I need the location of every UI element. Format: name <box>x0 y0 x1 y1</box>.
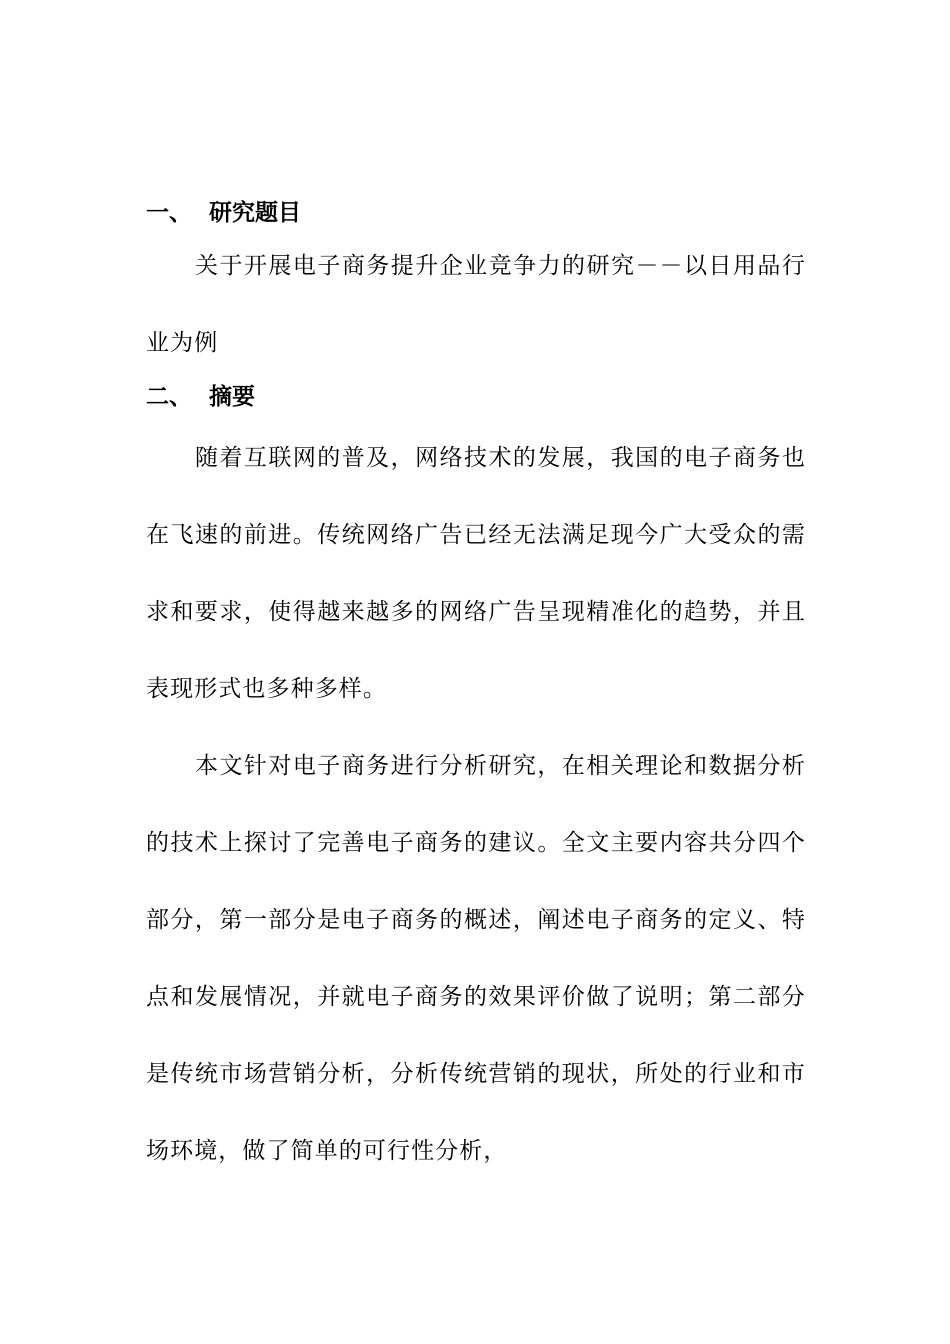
section-title: 摘要 <box>209 383 255 410</box>
section-number: 一、 <box>146 199 192 226</box>
abstract-paragraph-1: 随着互联网的普及，网络技术的发展，我国的电子商务也在飞速的前进。传统网络广告已经无法满足现今广大受众的需求和要求，使得越来越多的网络广告呈现精准化的趋势，并且表现形式也多种多样。 <box>146 445 806 702</box>
abstract-paragraph-2: 本文针对电子商务进行分析研究，在相关理论和数据分析的技术上探讨了完善电子商务的建议。全文主要内容共分四个部分，第一部分是电子商务的概述，阐述电子商务的定义、特点和发展情况，并就电子商务的效果评价做了说明；第二部分是传统市场营销分析，分析传统营销的现状，所处的行业和市场环境，做了简单的可行性分析， <box>146 753 806 1164</box>
document-body <box>146 190 806 1190</box>
section-number: 二、 <box>146 383 192 410</box>
research-topic-paragraph: 关于开展电子商务提升企业竞争力的研究－－以日用品行业为例 <box>146 253 806 356</box>
section-title: 研究题目 <box>209 199 301 226</box>
section-heading-abstract <box>146 374 806 420</box>
